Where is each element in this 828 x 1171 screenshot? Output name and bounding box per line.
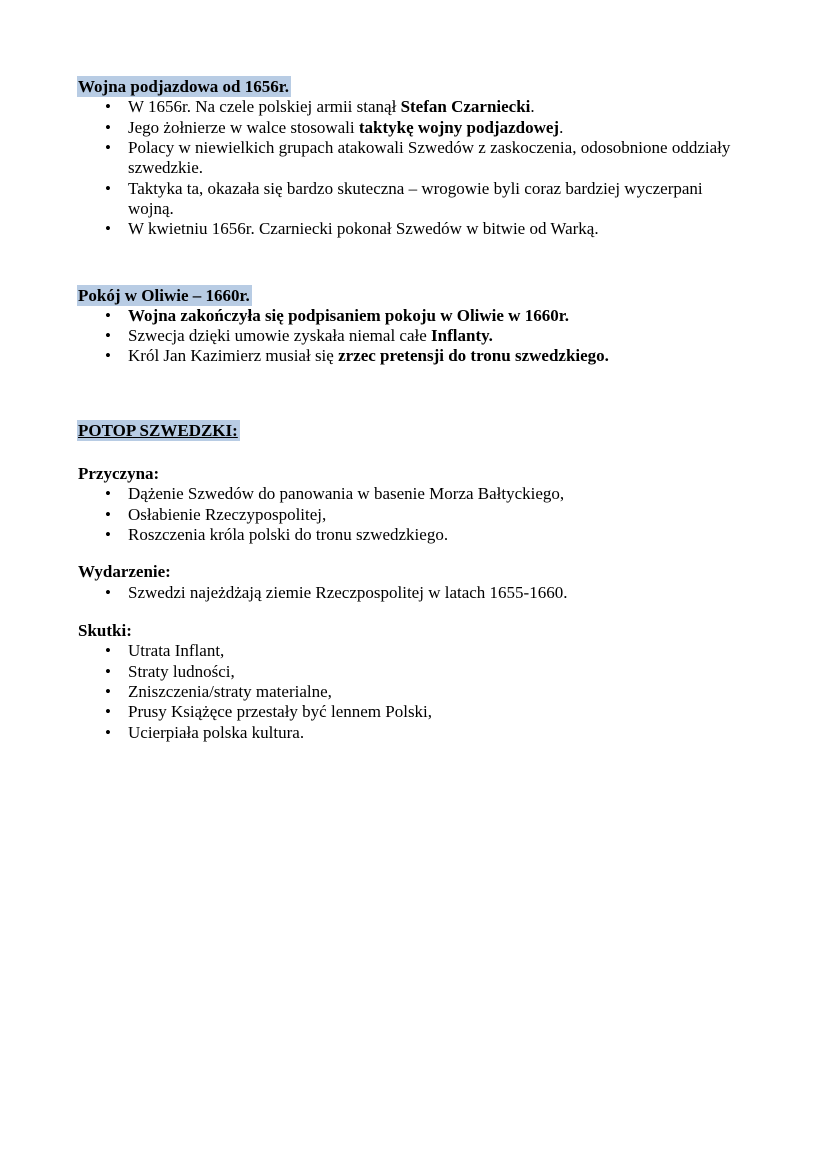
text-run: . — [559, 117, 564, 137]
list-item — [128, 138, 750, 179]
subsection-skutki — [78, 621, 750, 743]
text-run: Szwecja dzięki umowie zyskała niemal całe — [128, 326, 432, 346]
list-item — [128, 346, 750, 366]
text-run: . — [530, 97, 535, 117]
list-item — [128, 484, 750, 504]
subsection-label-wydarzenie: Wydarzenie: — [78, 562, 171, 582]
text-run: Jego żołnierze w walce stosowali — [128, 117, 359, 137]
text-run: Ucierpiała polska kultura. — [128, 722, 305, 742]
subsection-label-przyczyna: Przyczyna: — [78, 464, 160, 484]
highlight: Pokój w Oliwie – 1660r. — [78, 285, 250, 305]
list-item — [128, 326, 750, 346]
text-run: Zniszczenia/straty materialne, — [128, 681, 332, 701]
highlight: POTOP SZWEDZKI: — [78, 420, 238, 440]
list-item — [128, 641, 750, 661]
subsection-wydarzenie — [78, 562, 750, 603]
list-item — [128, 682, 750, 702]
highlight: Wojna podjazdowa od 1656r. — [78, 77, 289, 96]
text-run: Polacy w niewielkich grupach atakowali Szwedów z zaskoczenia, odosobnione oddziały szwedzkie. — [128, 137, 731, 178]
text-run: Straty ludności, — [128, 661, 235, 681]
list-item — [128, 702, 750, 722]
bullet-list-wojna — [78, 97, 750, 239]
text-run-bold: Stefan Czarniecki — [400, 97, 531, 117]
text-run: Taktyka ta, okazała się bardzo skuteczna – wrogowie byli coraz bardziej wyczerpani wojną. — [128, 178, 703, 218]
text-run-bold: zrzec pretensji do tronu szwedzkiego. — [338, 346, 609, 366]
text-run: Utrata Inflant, — [128, 641, 225, 661]
text-run: Szwedzi najeżdżają ziemie Rzeczpospolitej w latach 1655-1660. — [128, 582, 568, 602]
list-item — [128, 723, 750, 743]
list-item — [128, 525, 750, 545]
section-pokoj-w-oliwie — [78, 286, 750, 367]
bullet-list-skutki — [78, 641, 750, 743]
subsection-przyczyna — [78, 464, 750, 545]
text-run-bold: Inflanty. — [431, 326, 493, 346]
list-item — [128, 505, 750, 525]
bullet-list-przyczyna — [78, 484, 750, 545]
text-run-bold: taktykę wojny podjazdowej — [358, 117, 560, 137]
text-run: Dążenie Szwedów do panowania w basenie Morza Bałtyckiego, — [128, 484, 565, 504]
text-run: Osłabienie Rzeczypospolitej, — [128, 504, 327, 524]
section-potop-szwedzki — [78, 421, 750, 441]
text-run: Roszczenia króla polski do tronu szwedzkiego. — [128, 525, 449, 544]
text-run-bold: Wojna zakończyła się podpisaniem pokoju w Oliwie w 1660r. — [128, 305, 569, 325]
section-heading-potop-szwedzki — [78, 421, 750, 441]
list-item — [128, 118, 750, 138]
list-item — [128, 179, 750, 220]
text-run: W kwietniu 1656r. Czarniecki pokonał Szwedów w bitwie od Warką. — [128, 219, 599, 239]
section-heading-wojna-podjazdowa — [78, 77, 750, 97]
list-item — [128, 219, 750, 239]
text-run: Prusy Książęce przestały być lennem Polski, — [128, 702, 433, 722]
bullet-list-wydarzenie — [78, 583, 750, 603]
bullet-list-pokoj — [78, 306, 750, 367]
text-run: Król Jan Kazimierz musiał się — [128, 346, 339, 366]
list-item — [128, 662, 750, 682]
subsection-label-skutki: Skutki: — [78, 620, 132, 640]
list-item — [128, 97, 750, 117]
list-item — [128, 583, 750, 603]
section-wojna-podjazdowa — [78, 77, 750, 240]
section-heading-pokoj-w-oliwie — [78, 286, 750, 306]
list-item — [128, 306, 750, 326]
text-run: W 1656r. Na czele polskiej armii stanął — [128, 97, 401, 117]
